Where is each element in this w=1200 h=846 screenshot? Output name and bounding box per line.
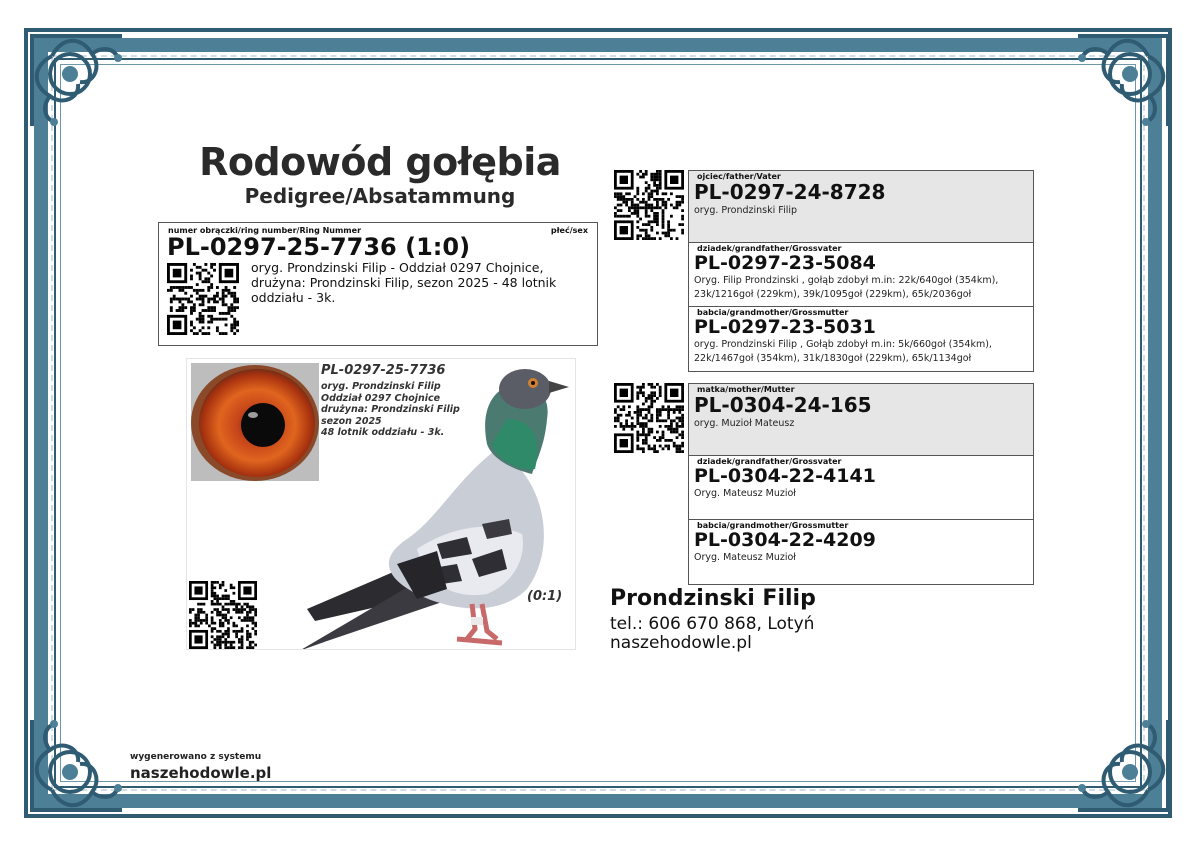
owner-phone: tel.: 606 670 868, Lotyń (610, 614, 815, 634)
corner-ornament-icon (22, 26, 132, 136)
paternal-grandfather-description: Oryg. Filip Prondzinski , gołąb zdobył m.in: 22k/640goł (354km), 23k/1216goł (229km), 39k/1095goł (229km), 65k/2036goł (694, 275, 999, 300)
grandfather-label: dziadek/grandfather/Grossvater (697, 457, 842, 466)
father-label: ojciec/father/Vater (697, 172, 781, 181)
mother-ring: PL-0304-24-165 (694, 393, 872, 417)
corner-ornament-icon (1068, 26, 1178, 136)
paternal-grandmother-ring: PL-0297-23-5031 (694, 316, 876, 338)
corner-ornament-icon (22, 710, 132, 820)
owner-name: Prondzinski Filip (610, 586, 816, 611)
footer-site-link[interactable]: naszehodowle.pl (130, 764, 272, 782)
mother-description: oryg. Muzioł Mateusz (694, 418, 795, 429)
owner-website-link[interactable]: naszehodowle.pl (610, 633, 752, 653)
main-ring-box (158, 222, 598, 346)
qr-code-icon[interactable] (614, 170, 684, 240)
pigeon-photo (297, 359, 576, 650)
page-subtitle: Pedigree/Absatammung (244, 184, 516, 208)
maternal-grandfather-cell (689, 456, 1033, 520)
mother-pedigree-box (688, 383, 1034, 585)
father-ring: PL-0297-24-8728 (694, 180, 886, 204)
paternal-grandfather-ring: PL-0297-23-5084 (694, 252, 876, 274)
maternal-grandmother-ring: PL-0304-22-4209 (694, 529, 876, 551)
paternal-grandmother-description: oryg. Prondzinski Filip , Gołąb zdobył m.in: 5k/660goł (354km), 22k/1467goł (354km), 31k/1830goł (229km), 65k/1134goł (694, 339, 992, 364)
page-title: Rodowód gołębia (199, 140, 561, 184)
main-ring-number: PL-0297-25-7736 (1:0) (167, 233, 471, 261)
mother-cell (689, 384, 1033, 456)
qr-code-icon[interactable] (614, 383, 684, 453)
qr-code-icon[interactable] (189, 581, 257, 649)
generated-label: wygenerowano z systemu (130, 752, 262, 762)
grandfather-label: dziadek/grandfather/Grossvater (697, 244, 842, 253)
paternal-grandmother-cell (689, 307, 1033, 371)
corner-ornament-icon (1068, 710, 1178, 820)
father-pedigree-box (688, 170, 1034, 372)
maternal-grandfather-ring: PL-0304-22-4141 (694, 465, 876, 487)
qr-code-icon[interactable] (167, 263, 239, 335)
ring-number-label: numer obrączki/ring number/Ring Nummer (168, 226, 362, 235)
photo-ring-caption: PL-0297-25-7736 (321, 363, 446, 378)
grandmother-label: babcia/grandmother/Grossmutter (697, 521, 849, 530)
photo-caption-line: oryg. Prondzinski Filip (321, 381, 441, 392)
photo-caption-line: 48 lotnik oddziału - 3k. (321, 427, 445, 438)
photo-caption-line: sezon 2025 (321, 415, 382, 427)
mother-label: matka/mother/Mutter (697, 385, 795, 394)
maternal-grandfather-description: Oryg. Mateusz Muzioł (694, 488, 796, 499)
father-description: oryg. Prondzinski Filip (694, 205, 798, 216)
grandmother-label: babcia/grandmother/Grossmutter (697, 308, 849, 317)
photo-sex-label: (0:1) (527, 589, 563, 604)
maternal-grandmother-cell (689, 520, 1033, 584)
sex-label: płeć/sex (550, 226, 588, 235)
paternal-grandfather-cell (689, 243, 1033, 307)
maternal-grandmother-description: Oryg. Mateusz Muzioł (694, 552, 796, 563)
photo-caption-line: drużyna: Prondzinski Filip (321, 404, 460, 415)
father-cell (689, 171, 1033, 243)
main-pigeon-description: oryg. Prondzinski Filip - Oddział 0297 Chojnice, drużyna: Prondzinski Filip, sezon 2025 - 48 lotnik oddziału - 3k. (251, 260, 557, 305)
pigeon-photo-panel (186, 358, 576, 650)
photo-caption-line: Oddział 0297 Chojnice (321, 392, 441, 404)
